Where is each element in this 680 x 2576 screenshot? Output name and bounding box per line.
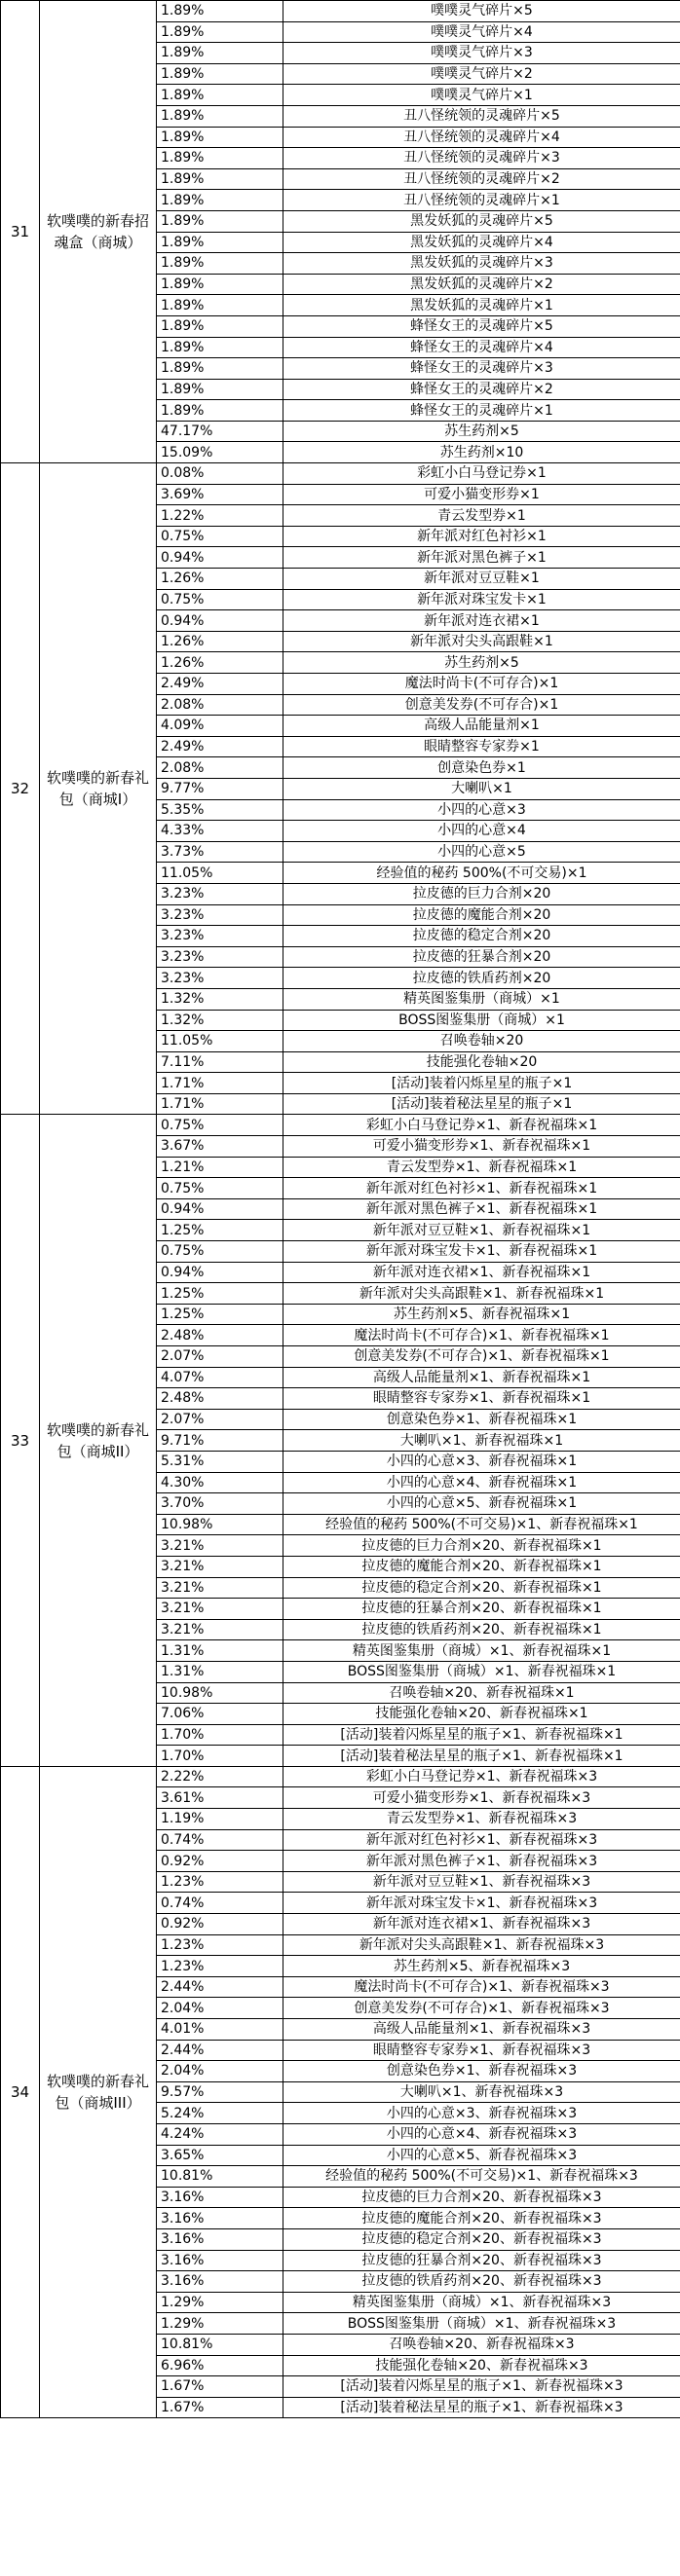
probability-cell: 4.09% (157, 716, 283, 737)
probability-cell: 1.89% (157, 400, 283, 422)
item-cell: 新年派对连衣裙×1、新春祝福珠×3 (283, 1914, 680, 1935)
item-cell: 拉皮德的魔能合剂×20、新春祝福珠×1 (283, 1556, 680, 1577)
item-cell: 经验值的秘药 500%(不可交易)×1、新春祝福珠×3 (283, 2166, 680, 2188)
probability-cell: 3.16% (157, 2250, 283, 2271)
probability-cell: 0.92% (157, 1914, 283, 1935)
probability-cell: 1.89% (157, 210, 283, 232)
probability-cell: 3.23% (157, 883, 283, 904)
item-cell: 蜂怪女王的灵魂碎片×4 (283, 337, 680, 358)
probability-cell: 1.31% (157, 1640, 283, 1662)
probability-cell: 2.07% (157, 1346, 283, 1368)
item-cell: 技能强化卷轴×20、新春祝福珠×1 (283, 1704, 680, 1725)
probability-cell: 2.44% (157, 2040, 283, 2061)
probability-cell: 0.94% (157, 610, 283, 632)
item-cell: 大喇叭×1、新春祝福珠×1 (283, 1430, 680, 1452)
item-cell: 创意染色券×1、新春祝福珠×1 (283, 1409, 680, 1430)
item-cell: 彩虹小白马登记券×1、新春祝福珠×1 (283, 1115, 680, 1136)
probability-cell: 4.30% (157, 1472, 283, 1493)
item-cell: 噗噗灵气碎片×1 (283, 85, 680, 106)
item-cell: 黑发妖狐的灵魂碎片×3 (283, 253, 680, 275)
probability-cell: 0.75% (157, 1178, 283, 1199)
item-cell: 苏生药剂×10 (283, 442, 680, 463)
probability-cell: 3.67% (157, 1136, 283, 1158)
probability-cell: 1.67% (157, 2397, 283, 2418)
probability-cell: 3.61% (157, 1787, 283, 1809)
item-cell: 拉皮德的狂暴合剂×20、新春祝福珠×3 (283, 2250, 680, 2271)
item-cell: 新年派对尖头高跟鞋×1、新春祝福珠×1 (283, 1283, 680, 1305)
item-cell: 高级人品能量剂×1 (283, 716, 680, 737)
item-cell: 拉皮德的铁盾药剂×20、新春祝福珠×3 (283, 2271, 680, 2293)
item-cell: 蜂怪女王的灵魂碎片×5 (283, 315, 680, 337)
item-cell: 苏生药剂×5 (283, 421, 680, 442)
item-cell: 拉皮德的狂暴合剂×20、新春祝福珠×1 (283, 1599, 680, 1620)
probability-cell: 3.65% (157, 2145, 283, 2166)
probability-cell: 2.04% (157, 1998, 283, 2019)
item-cell: BOSS图鉴集册（商城）×1 (283, 1010, 680, 1031)
item-cell: 魔法时尚卡(不可存合)×1、新春祝福珠×1 (283, 1325, 680, 1346)
item-cell: 青云发型券×1、新春祝福珠×3 (283, 1809, 680, 1830)
item-cell: 创意染色券×1、新春祝福珠×3 (283, 2061, 680, 2082)
probability-cell: 1.89% (157, 168, 283, 190)
item-cell: 蜂怪女王的灵魂碎片×1 (283, 400, 680, 422)
probability-cell: 1.23% (157, 1871, 283, 1893)
item-cell: 技能强化卷轴×20 (283, 1051, 680, 1073)
item-cell: 创意美发券(不可存合)×1、新春祝福珠×3 (283, 1998, 680, 2019)
probability-cell: 0.92% (157, 1851, 283, 1872)
probability-cell: 4.33% (157, 821, 283, 842)
item-cell: [活动]装着闪烁星星的瓶子×1 (283, 1073, 680, 1094)
item-cell: 可爱小猫变形券×1 (283, 484, 680, 505)
probability-cell: 10.98% (157, 1682, 283, 1704)
item-cell: 拉皮德的稳定合剂×20、新春祝福珠×1 (283, 1577, 680, 1599)
item-cell: 噗噗灵气碎片×5 (283, 1, 680, 22)
table-row (1, 1, 680, 22)
probability-cell: 2.08% (157, 694, 283, 716)
probability-cell: 47.17% (157, 421, 283, 442)
probability-cell: 1.26% (157, 569, 283, 590)
item-cell: [活动]装着秘法星星的瓶子×1、新春祝福珠×3 (283, 2397, 680, 2418)
probability-cell: 3.21% (157, 1556, 283, 1577)
probability-cell: 10.98% (157, 1514, 283, 1535)
item-cell: 大喇叭×1 (283, 778, 680, 799)
probability-cell: 3.23% (157, 926, 283, 947)
probability-cell: 3.69% (157, 484, 283, 505)
probability-cell: 2.07% (157, 1409, 283, 1430)
item-cell: BOSS图鉴集册（商城）×1、新春祝福珠×3 (283, 2313, 680, 2335)
probability-cell: 0.75% (157, 526, 283, 547)
item-cell: 创意美发券(不可存合)×1 (283, 694, 680, 716)
item-cell: [活动]装着秘法星星的瓶子×1 (283, 1093, 680, 1115)
probability-cell: 1.29% (157, 2292, 283, 2313)
item-cell: 蜂怪女王的灵魂碎片×2 (283, 379, 680, 400)
probability-cell: 2.44% (157, 1976, 283, 1998)
item-cell: 拉皮德的铁盾药剂×20 (283, 968, 680, 989)
probability-cell: 2.04% (157, 2061, 283, 2082)
probability-cell: 1.71% (157, 1093, 283, 1115)
item-cell: 苏生药剂×5、新春祝福珠×3 (283, 1956, 680, 1977)
item-cell: 新年派对红色衬衫×1 (283, 526, 680, 547)
probability-cell: 1.89% (157, 232, 283, 253)
item-cell: 魔法时尚卡(不可存合)×1 (283, 674, 680, 695)
item-cell: 拉皮德的稳定合剂×20、新春祝福珠×3 (283, 2228, 680, 2250)
item-cell: 拉皮德的稳定合剂×20 (283, 926, 680, 947)
probability-cell: 1.70% (157, 1724, 283, 1746)
probability-cell: 1.89% (157, 379, 283, 400)
item-cell: 眼睛整容专家券×1、新春祝福珠×1 (283, 1388, 680, 1410)
probability-cell: 2.49% (157, 674, 283, 695)
probability-cell: 15.09% (157, 442, 283, 463)
item-cell: 新年派对尖头高跟鞋×1、新春祝福珠×3 (283, 1934, 680, 1956)
item-cell: 大喇叭×1、新春祝福珠×3 (283, 2081, 680, 2103)
probability-cell: 1.23% (157, 1956, 283, 1977)
probability-cell: 1.89% (157, 127, 283, 148)
probability-cell: 1.89% (157, 337, 283, 358)
probability-cell: 1.21% (157, 1157, 283, 1178)
item-cell: 新年派对珠宝发卡×1 (283, 589, 680, 610)
probability-cell: 10.81% (157, 2334, 283, 2355)
item-cell: 小四的心意×5、新春祝福珠×1 (283, 1493, 680, 1515)
probability-cell: 3.23% (157, 946, 283, 968)
probability-cell: 1.89% (157, 274, 283, 295)
item-cell: 蜂怪女王的灵魂碎片×3 (283, 358, 680, 380)
item-cell: 新年派对黑色裤子×1、新春祝福珠×3 (283, 1851, 680, 1872)
item-cell: 小四的心意×5、新春祝福珠×3 (283, 2145, 680, 2166)
probability-cell: 1.89% (157, 21, 283, 43)
item-cell: 新年派对连衣裙×1 (283, 610, 680, 632)
probability-cell: 1.89% (157, 190, 283, 211)
item-cell: 精英图鉴集册（商城）×1、新春祝福珠×1 (283, 1640, 680, 1662)
probability-cell: 0.94% (157, 1198, 283, 1220)
section-number: 33 (1, 1115, 40, 1766)
probability-cell: 0.75% (157, 1241, 283, 1263)
probability-cell: 5.31% (157, 1451, 283, 1472)
item-cell: 噗噗灵气碎片×2 (283, 63, 680, 85)
probability-cell: 0.74% (157, 1829, 283, 1851)
item-cell: 精英图鉴集册（商城）×1 (283, 988, 680, 1010)
probability-cell: 1.19% (157, 1809, 283, 1830)
item-cell: 新年派对红色衬衫×1、新春祝福珠×1 (283, 1178, 680, 1199)
item-cell: 黑发妖狐的灵魂碎片×4 (283, 232, 680, 253)
probability-cell: 4.01% (157, 2019, 283, 2041)
item-cell: 经验值的秘药 500%(不可交易)×1 (283, 863, 680, 884)
item-cell: 小四的心意×5 (283, 841, 680, 863)
probability-cell: 1.89% (157, 43, 283, 64)
probability-cell: 0.75% (157, 589, 283, 610)
item-cell: 召唤卷轴×20、新春祝福珠×1 (283, 1682, 680, 1704)
probability-cell: 0.74% (157, 1893, 283, 1914)
probability-cell: 2.49% (157, 736, 283, 757)
item-cell: 小四的心意×4 (283, 821, 680, 842)
item-cell: 新年派对豆豆鞋×1、新春祝福珠×3 (283, 1871, 680, 1893)
probability-cell: 11.05% (157, 863, 283, 884)
table-body (1, 1, 680, 2418)
item-cell: 青云发型券×1、新春祝福珠×1 (283, 1157, 680, 1178)
probability-cell: 9.57% (157, 2081, 283, 2103)
item-cell: 丑八怪统领的灵魂碎片×5 (283, 105, 680, 127)
table-row (1, 463, 680, 485)
section-number: 31 (1, 1, 40, 463)
item-cell: 拉皮德的巨力合剂×20 (283, 883, 680, 904)
probability-cell: 7.11% (157, 1051, 283, 1073)
probability-cell: 7.06% (157, 1704, 283, 1725)
probability-cell: 1.71% (157, 1073, 283, 1094)
probability-cell: 1.32% (157, 1010, 283, 1031)
probability-cell: 0.08% (157, 463, 283, 485)
item-cell: 黑发妖狐的灵魂碎片×2 (283, 274, 680, 295)
item-cell: 拉皮德的巨力合剂×20、新春祝福珠×1 (283, 1535, 680, 1557)
probability-cell: 1.26% (157, 631, 283, 652)
probability-cell: 1.89% (157, 315, 283, 337)
item-cell: 拉皮德的魔能合剂×20、新春祝福珠×3 (283, 2208, 680, 2229)
probability-cell: 1.89% (157, 358, 283, 380)
item-cell: 苏生药剂×5 (283, 652, 680, 674)
probability-cell: 1.25% (157, 1304, 283, 1325)
probability-cell: 10.81% (157, 2166, 283, 2188)
item-cell: 创意染色券×1 (283, 757, 680, 779)
item-cell: [活动]装着闪烁星星的瓶子×1、新春祝福珠×1 (283, 1724, 680, 1746)
probability-cell: 2.22% (157, 1766, 283, 1787)
item-cell: BOSS图鉴集册（商城）×1、新春祝福珠×1 (283, 1661, 680, 1682)
probability-cell: 3.21% (157, 1535, 283, 1557)
item-cell: 黑发妖狐的灵魂碎片×5 (283, 210, 680, 232)
probability-cell: 9.77% (157, 778, 283, 799)
probability-cell: 1.23% (157, 1934, 283, 1956)
section-number: 34 (1, 1766, 40, 2417)
item-cell: 丑八怪统领的灵魂碎片×2 (283, 168, 680, 190)
item-cell: 丑八怪统领的灵魂碎片×3 (283, 148, 680, 169)
probability-cell: 0.94% (157, 547, 283, 569)
item-cell: 新年派对连衣裙×1、新春祝福珠×1 (283, 1262, 680, 1283)
probability-cell: 3.21% (157, 1599, 283, 1620)
probability-cell: 1.89% (157, 105, 283, 127)
item-cell: 召唤卷轴×20、新春祝福珠×3 (283, 2334, 680, 2355)
item-cell: 新年派对珠宝发卡×1、新春祝福珠×3 (283, 1893, 680, 1914)
item-cell: 技能强化卷轴×20、新春祝福珠×3 (283, 2355, 680, 2376)
probability-cell: 5.24% (157, 2103, 283, 2124)
probability-cell: 3.16% (157, 2208, 283, 2229)
probability-cell: 3.23% (157, 904, 283, 926)
table-row (1, 1766, 680, 1787)
item-cell: 拉皮德的铁盾药剂×20、新春祝福珠×1 (283, 1619, 680, 1640)
item-cell: 彩虹小白马登记券×1 (283, 463, 680, 485)
item-cell: 黑发妖狐的灵魂碎片×1 (283, 295, 680, 316)
probability-cell: 3.21% (157, 1619, 283, 1640)
item-cell: 召唤卷轴×20 (283, 1031, 680, 1052)
item-cell: 拉皮德的魔能合剂×20 (283, 904, 680, 926)
probability-cell: 3.73% (157, 841, 283, 863)
probability-cell: 1.89% (157, 85, 283, 106)
probability-cell: 2.08% (157, 757, 283, 779)
probability-cell: 1.25% (157, 1220, 283, 1241)
item-cell: 小四的心意×4、新春祝福珠×1 (283, 1472, 680, 1493)
section-name: 软噗噗的新春招魂盒（商城） (40, 1, 157, 463)
item-cell: 新年派对豆豆鞋×1、新春祝福珠×1 (283, 1220, 680, 1241)
item-cell: 眼睛整容专家券×1 (283, 736, 680, 757)
item-cell: 新年派对尖头高跟鞋×1 (283, 631, 680, 652)
item-cell: [活动]装着秘法星星的瓶子×1、新春祝福珠×1 (283, 1746, 680, 1767)
item-cell: 可爱小猫变形券×1、新春祝福珠×3 (283, 1787, 680, 1809)
probability-cell: 1.89% (157, 63, 283, 85)
item-cell: 经验值的秘药 500%(不可交易)×1、新春祝福珠×1 (283, 1514, 680, 1535)
item-cell: 噗噗灵气碎片×4 (283, 21, 680, 43)
probability-cell: 1.31% (157, 1661, 283, 1682)
item-cell: 丑八怪统领的灵魂碎片×4 (283, 127, 680, 148)
item-cell: 拉皮德的狂暴合剂×20 (283, 946, 680, 968)
item-cell: 高级人品能量剂×1、新春祝福珠×1 (283, 1367, 680, 1388)
probability-cell: 3.16% (157, 2228, 283, 2250)
item-cell: 新年派对豆豆鞋×1 (283, 569, 680, 590)
probability-cell: 3.23% (157, 968, 283, 989)
item-cell: 高级人品能量剂×1、新春祝福珠×3 (283, 2019, 680, 2041)
section-name: 软噗噗的新春礼包（商城II） (40, 1115, 157, 1766)
item-cell: 小四的心意×3、新春祝福珠×1 (283, 1451, 680, 1472)
item-cell: 彩虹小白马登记券×1、新春祝福珠×3 (283, 1766, 680, 1787)
probability-cell: 1.22% (157, 505, 283, 527)
probability-cell: 1.89% (157, 295, 283, 316)
item-cell: 新年派对黑色裤子×1 (283, 547, 680, 569)
item-cell: 新年派对黑色裤子×1、新春祝福珠×1 (283, 1198, 680, 1220)
probability-cell: 4.24% (157, 2123, 283, 2145)
probability-cell: 0.94% (157, 1262, 283, 1283)
item-cell: 苏生药剂×5、新春祝福珠×1 (283, 1304, 680, 1325)
item-cell: 眼睛整容专家券×1、新春祝福珠×3 (283, 2040, 680, 2061)
probability-cell: 4.07% (157, 1367, 283, 1388)
item-cell: 拉皮德的巨力合剂×20、新春祝福珠×3 (283, 2187, 680, 2208)
item-cell: 小四的心意×3、新春祝福珠×3 (283, 2103, 680, 2124)
probability-cell: 3.21% (157, 1577, 283, 1599)
item-cell: [活动]装着闪烁星星的瓶子×1、新春祝福珠×3 (283, 2376, 680, 2398)
item-cell: 可爱小猫变形券×1、新春祝福珠×1 (283, 1136, 680, 1158)
probability-cell: 0.75% (157, 1115, 283, 1136)
probability-cell: 1.32% (157, 988, 283, 1010)
section-name: 软噗噗的新春礼包（商城III） (40, 1766, 157, 2417)
section-number: 32 (1, 463, 40, 1115)
probability-cell: 1.89% (157, 253, 283, 275)
probability-cell: 6.96% (157, 2355, 283, 2376)
item-cell: 噗噗灵气碎片×3 (283, 43, 680, 64)
probability-cell: 1.70% (157, 1746, 283, 1767)
item-cell: 新年派对红色衬衫×1、新春祝福珠×3 (283, 1829, 680, 1851)
item-cell: 创意美发券(不可存合)×1、新春祝福珠×1 (283, 1346, 680, 1368)
item-cell: 小四的心意×4、新春祝福珠×3 (283, 2123, 680, 2145)
probability-cell: 1.26% (157, 652, 283, 674)
probability-cell: 9.71% (157, 1430, 283, 1452)
item-cell: 丑八怪统领的灵魂碎片×1 (283, 190, 680, 211)
probability-cell: 11.05% (157, 1031, 283, 1052)
item-cell: 魔法时尚卡(不可存合)×1、新春祝福珠×3 (283, 1976, 680, 1998)
item-cell: 新年派对珠宝发卡×1、新春祝福珠×1 (283, 1241, 680, 1263)
item-cell: 精英图鉴集册（商城）×1、新春祝福珠×3 (283, 2292, 680, 2313)
probability-cell: 1.67% (157, 2376, 283, 2398)
probability-cell: 2.48% (157, 1325, 283, 1346)
probability-cell: 3.70% (157, 1493, 283, 1515)
probability-cell: 1.25% (157, 1283, 283, 1305)
section-name: 软噗噗的新春礼包（商城I） (40, 463, 157, 1115)
probability-cell: 1.89% (157, 1, 283, 22)
table-row (1, 1115, 680, 1136)
probability-cell: 5.35% (157, 799, 283, 821)
probability-cell: 1.29% (157, 2313, 283, 2335)
probability-cell: 3.16% (157, 2271, 283, 2293)
probability-cell: 2.48% (157, 1388, 283, 1410)
probability-cell: 1.89% (157, 148, 283, 169)
item-cell: 小四的心意×3 (283, 799, 680, 821)
probability-cell: 3.16% (157, 2187, 283, 2208)
item-cell: 青云发型券×1 (283, 505, 680, 527)
